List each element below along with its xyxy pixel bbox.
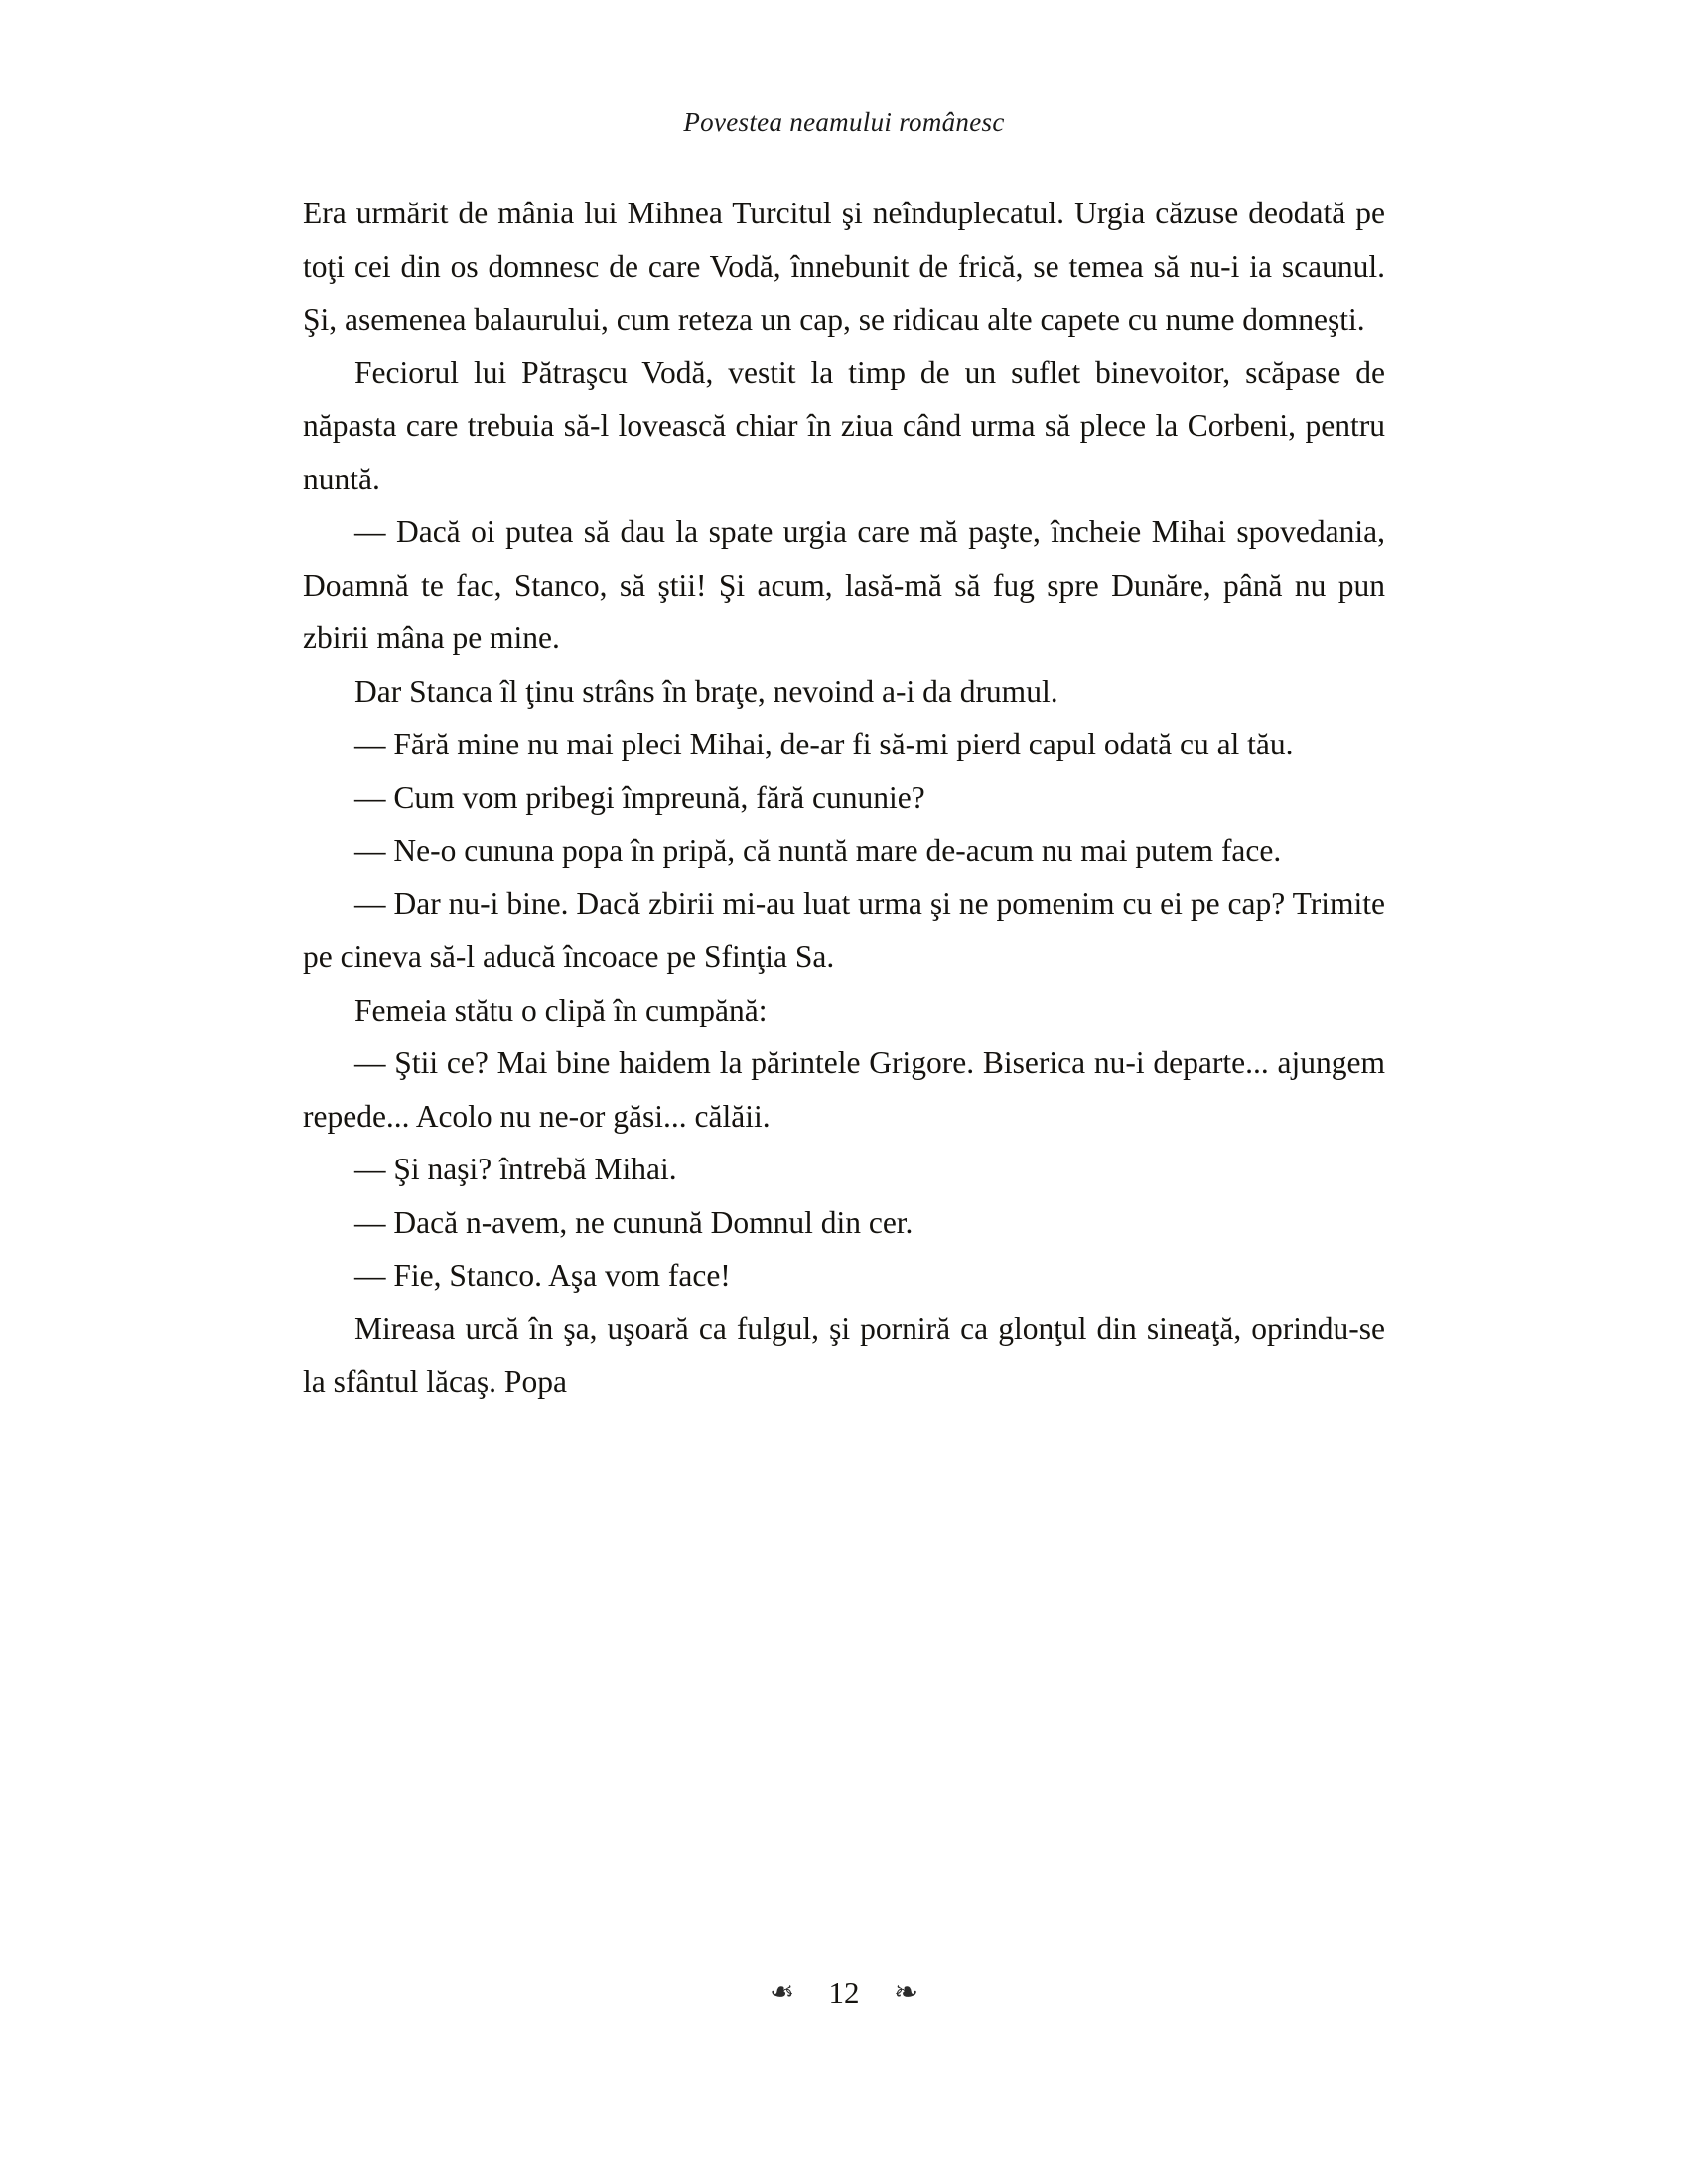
paragraph: — Dacă n-avem, ne cunună Domnul din cer. [354, 1204, 914, 1240]
ornament-icon: ❧ [894, 1977, 919, 2009]
paragraph: — Fie, Stanco. Aşa vom face! [354, 1258, 731, 1293]
page-number: 12 [828, 1976, 860, 2010]
paragraph: — Dar nu-i bine. Dacă zbirii mi-au luat urma şi ne pomenim cu ei pe cap? Trimite pe cineva să-l aducă încoace pe Sfinţia Sa. [303, 886, 1385, 974]
paragraph: — Fără mine nu mai pleci Mihai, de-ar fi să-mi pierd capul odată cu al tău. [354, 727, 1294, 761]
body-text [303, 187, 1385, 1409]
paragraph: Femeia stătu o clipă în cumpănă: [354, 992, 768, 1027]
paragraph: — Cum vom pribegi împreună, fără cununie? [354, 779, 925, 815]
ornament-icon: ❧ [769, 1977, 794, 2009]
paragraph: Era urmărit de mânia lui Mihnea Turcitul şi neînduplecatul. Urgia căzuse deodată pe toţi cei din os domnesc de care Vodă, înnebunit de frică, se temea să nu-i ia scaunul. Şi, asemenea balaurului, cum reteza un cap, se ridicau alte capete cu nume domneşti. [303, 196, 1385, 337]
paragraph: Dar Stanca îl ţinu strâns în braţe, nevoind a-i da drumul. [354, 673, 1058, 709]
paragraph: Feciorul lui Pătraşcu Vodă, vestit la timp de un suflet binevoitor, scăpase de năpasta care trebuia să-l lovească chiar în ziua când urma să plece la Corbeni, pentru nuntă. [303, 354, 1385, 496]
running-head: Povestea neamului românesc [683, 107, 1005, 137]
paragraph: Mireasa urcă în şa, uşoară ca fulgul, şi porniră ca glonţul din sineaţă, oprindu-se la sfântul lăcaş. Popa [303, 1310, 1385, 1399]
paragraph: — Ne-o cununa popa în pripă, că nuntă mare de-acum nu mai putem face. [354, 833, 1282, 868]
paragraph: — Dacă oi putea să dau la spate urgia care mă paşte, încheie Mihai spovedania, Doamnă te fac, Stanco, să ştii! Şi acum, lasă-mă să fug spre Dunăre, până nu pun zbirii mâna pe mine. [303, 514, 1385, 655]
paragraph: — Ştii ce? Mai bine haidem la părintele Grigore. Biserica nu-i departe... ajungem repede... Acolo nu ne-or găsi... călăii. [303, 1045, 1385, 1134]
paragraph: — Şi naşi? întrebă Mihai. [354, 1152, 677, 1186]
page-footer [0, 1976, 1688, 2011]
